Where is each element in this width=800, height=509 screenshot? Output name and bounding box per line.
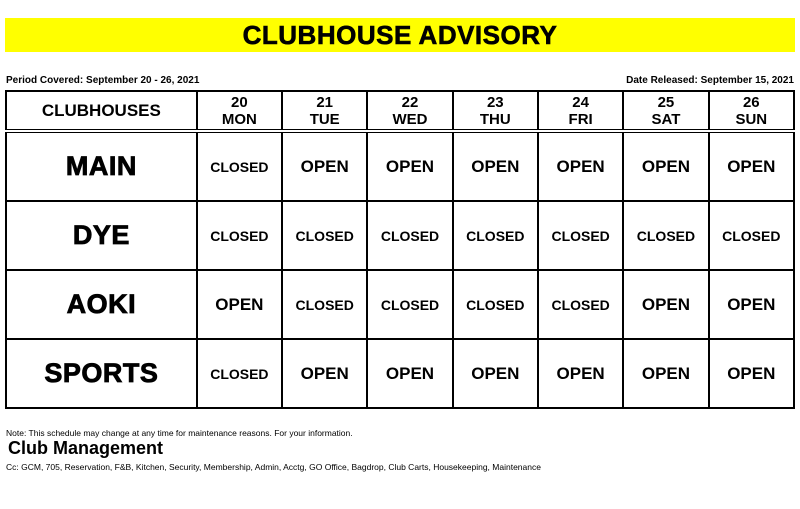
table-row (6, 339, 794, 408)
day-number: 20 (231, 93, 248, 111)
status-cell: OPEN (282, 131, 367, 201)
status-cell: OPEN (453, 339, 538, 408)
clubhouse-name: MAIN (6, 131, 197, 201)
date-released: Date Released: September 15, 2021 (626, 75, 794, 86)
day-header (453, 91, 538, 131)
status-cell: CLOSED (538, 270, 623, 339)
day-name: MON (221, 110, 257, 128)
clubhouse-name: DYE (6, 201, 197, 270)
status-cell: OPEN (538, 131, 623, 201)
clubhouse-name: AOKI (6, 270, 197, 339)
status-cell: CLOSED (282, 201, 367, 270)
status-cell: CLOSED (367, 270, 452, 339)
status-cell: OPEN (367, 131, 452, 201)
status-cell: CLOSED (197, 201, 282, 270)
day-name: WED (392, 110, 428, 128)
day-name: SUN (735, 110, 768, 128)
status-cell: CLOSED (538, 201, 623, 270)
day-name: THU (479, 110, 511, 128)
status-cell: OPEN (623, 339, 708, 408)
status-cell: OPEN (453, 131, 538, 201)
status-cell: OPEN (197, 270, 282, 339)
status-cell: CLOSED (367, 201, 452, 270)
status-cell: CLOSED (197, 131, 282, 201)
title-banner (5, 18, 795, 52)
schedule-note: Note: This schedule may change at any time for maintenance reasons. For your information. (6, 428, 353, 438)
day-number: 22 (401, 93, 419, 111)
day-header (709, 91, 794, 131)
day-number: 26 (742, 93, 760, 111)
day-name: SAT (651, 110, 681, 128)
day-number: 25 (657, 93, 675, 111)
clubhouses-header: CLUBHOUSES (6, 91, 197, 131)
status-cell: CLOSED (453, 201, 538, 270)
status-cell: CLOSED (453, 270, 538, 339)
day-number: 23 (486, 93, 504, 111)
clubhouse-name: SPORTS (6, 339, 197, 408)
day-header (197, 91, 282, 131)
signature: Club Management (8, 438, 164, 458)
status-cell: OPEN (709, 339, 794, 408)
day-name: FRI (568, 110, 593, 128)
day-header (367, 91, 452, 131)
table-row (6, 270, 794, 339)
table-row (6, 131, 794, 201)
schedule-table (5, 90, 795, 409)
day-name: TUE (309, 110, 340, 128)
status-cell: OPEN (282, 339, 367, 408)
day-header (538, 91, 623, 131)
status-cell: OPEN (709, 270, 794, 339)
day-header (282, 91, 367, 131)
cc-list: Cc: GCM, 705, Reservation, F&B, Kitchen, Security, Membership, Admin, Acctg, GO Office, Bagdrop, Club Carts, Housekeeping, Maintenance (6, 462, 541, 472)
status-cell: OPEN (623, 131, 708, 201)
header-row (6, 91, 794, 131)
day-number: 21 (316, 93, 334, 111)
day-number: 24 (572, 93, 589, 111)
status-cell: CLOSED (623, 201, 708, 270)
status-cell: CLOSED (709, 201, 794, 270)
period-covered: Period Covered: September 20 - 26, 2021 (6, 75, 200, 86)
page-title: CLUBHOUSE ADVISORY (242, 19, 558, 50)
status-cell: OPEN (367, 339, 452, 408)
status-cell: CLOSED (197, 339, 282, 408)
day-header (623, 91, 708, 131)
status-cell: OPEN (709, 131, 794, 201)
status-cell: OPEN (538, 339, 623, 408)
status-cell: CLOSED (282, 270, 367, 339)
table-row (6, 201, 794, 270)
status-cell: OPEN (623, 270, 708, 339)
